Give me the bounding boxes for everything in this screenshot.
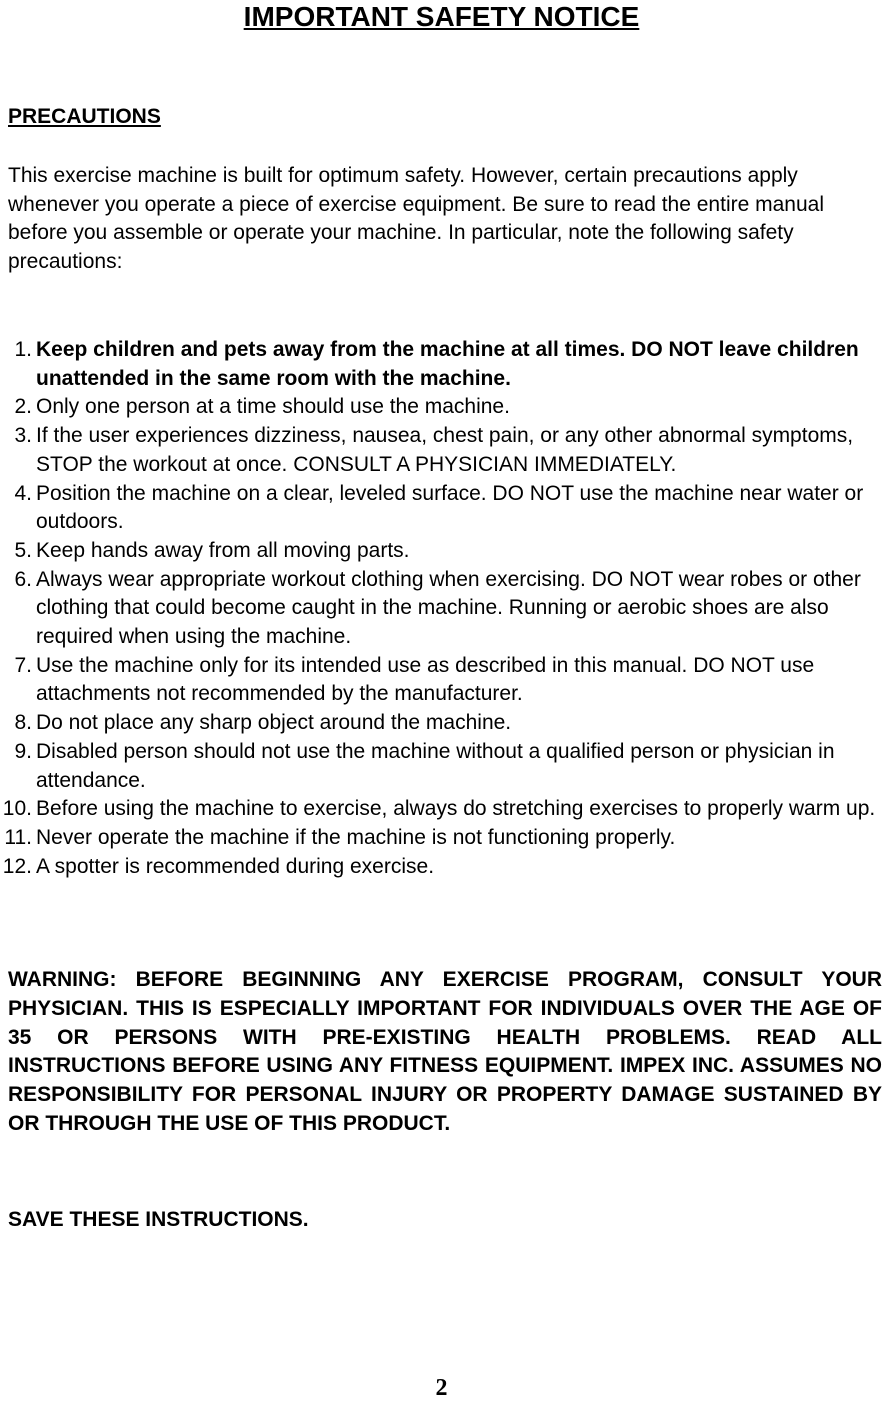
list-item xyxy=(0,393,883,422)
item-number: 8. xyxy=(14,711,32,735)
item-text: Position the machine on a clear, leveled surface. DO NOT use the machine near water or outdoors. xyxy=(36,481,864,534)
list-item xyxy=(0,738,883,795)
list-item xyxy=(0,422,883,479)
warning-paragraph: WARNING: BEFORE BEGINNING ANY EXERCISE PROGRAM, CONSULT YOUR PHYSICIAN. THIS IS ESPECIALLY IMPORTANT FOR INDIVIDUALS OVER THE AGE OF 35 OR PERSONS WITH PRE-EXISTING HEALTH PROBLEMS. READ ALL INSTRUCTIONS BEFORE USING ANY FITNESS EQUIPMENT. IMPEX INC. ASSUMES NO RESPONSIBILITY FOR PERSONAL INJURY OR PROPERTY DAMAGE SUSTAINED BY OR THROUGH THE USE OF THIS PRODUCT. xyxy=(8,968,882,1135)
section-heading: PRECAUTIONS xyxy=(8,105,161,128)
item-number: 4. xyxy=(14,481,32,505)
item-number: 12. xyxy=(2,854,32,878)
list-item xyxy=(0,652,883,709)
item-text: Before using the machine to exercise, always do stretching exercises to properly warm up. xyxy=(36,797,876,821)
item-text: Keep children and pets away from the machine at all times. DO NOT leave children unattended in the same room with the machine. xyxy=(36,338,859,390)
item-text: A spotter is recommended during exercise. xyxy=(36,854,435,878)
item-number: 2. xyxy=(14,395,32,419)
item-number: 6. xyxy=(14,567,32,591)
item-number: 3. xyxy=(14,424,32,448)
item-text: Use the machine only for its intended use as described in this manual. DO NOT use attachments not recommended by the manufacturer. xyxy=(36,653,815,706)
precautions-list xyxy=(0,336,883,881)
item-number: 9. xyxy=(14,739,32,763)
item-number: 5. xyxy=(14,538,32,562)
list-item xyxy=(0,853,883,882)
list-item xyxy=(0,480,883,537)
list-item xyxy=(0,336,883,393)
page-title: IMPORTANT SAFETY NOTICE xyxy=(243,1,640,32)
item-number: 7. xyxy=(14,653,32,677)
item-number: 11. xyxy=(4,825,32,849)
item-text: Do not place any sharp object around the machine. xyxy=(36,711,512,735)
item-text: Keep hands away from all moving parts. xyxy=(36,538,410,562)
intro-paragraph: This exercise machine is built for optimum safety. However, certain precautions apply whenever you operate a piece of exercise equipment. Be sure to read the entire manual before you assemble or operate your machine. In particular, note the following safety precautions: xyxy=(8,164,824,273)
list-item xyxy=(0,709,883,738)
page-number: 2 xyxy=(435,1375,448,1401)
list-item xyxy=(0,537,883,566)
item-text: Never operate the machine if the machine is not functioning properly. xyxy=(36,825,676,849)
list-item xyxy=(0,566,883,652)
item-text: Disabled person should not use the machine without a qualified person or physician in attendance. xyxy=(36,739,835,792)
list-item xyxy=(0,824,883,853)
list-item xyxy=(0,795,883,824)
item-number: 10. xyxy=(2,797,32,821)
save-instructions: SAVE THESE INSTRUCTIONS. xyxy=(8,1208,309,1231)
item-number: 1. xyxy=(14,338,32,361)
item-text: Always wear appropriate workout clothing when exercising. DO NOT wear robes or other clothing that could become caught in the machine. Running or aerobic shoes are also required when using the machine. xyxy=(36,567,861,649)
item-text: If the user experiences dizziness, nausea, chest pain, or any other abnormal symptoms, STOP the workout at once. CONSULT A PHYSICIAN IMMEDIATELY. xyxy=(36,424,854,476)
item-text: Only one person at a time should use the machine. xyxy=(36,395,510,419)
